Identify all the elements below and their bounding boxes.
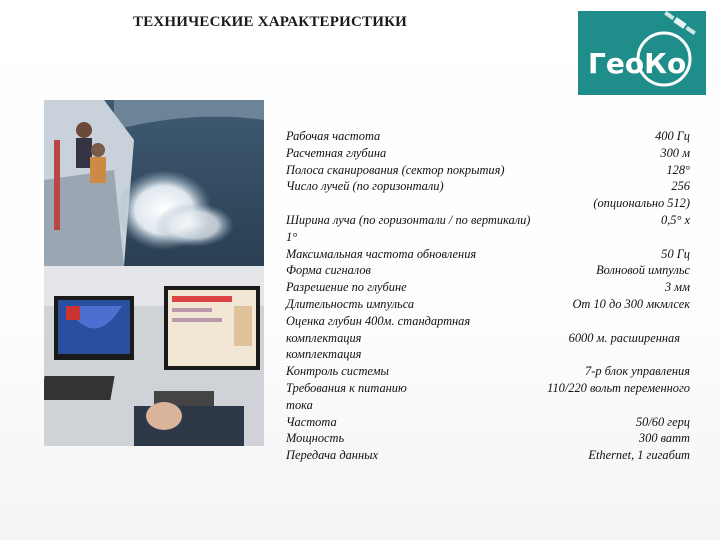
spec-row: Полоса сканирования (сектор покрытия) 128° xyxy=(286,162,690,177)
spec-row: (опционально 512) xyxy=(593,196,690,211)
spec-row: Ширина луча (по горизонтали / по вертикали) 0,5° х xyxy=(286,212,690,227)
boat-sonar-photo xyxy=(44,100,264,266)
spec-row: Частота 50/60 герц xyxy=(286,414,690,429)
spec-row: Расчетная глубина 300 м xyxy=(286,145,690,160)
spec-row: Форма сигналов Волновой импульс xyxy=(286,263,690,278)
spec-row: комплектация xyxy=(286,347,362,362)
spec-row: Оценка глубин 400м. стандартная xyxy=(286,313,471,328)
spec-row: Рабочая частота 400 Гц xyxy=(286,129,690,143)
spec-row: Передача данных Ethernet, 1 гигабит xyxy=(286,448,690,463)
spec-row: Мощность 300 ватт xyxy=(286,431,690,446)
page-title: ТЕХНИЧЕСКИЕ ХАРАКТЕРИСТИКИ xyxy=(132,14,408,30)
spec-row: Требования к питанию 110/220 вольт переменного xyxy=(286,380,690,395)
spec-row: 1° xyxy=(286,229,298,244)
logo-text: ГеоКо xyxy=(588,47,687,80)
spec-row: Контроль системы 7-р блок управления xyxy=(286,364,690,379)
spec-row: тока xyxy=(286,397,313,412)
spec-row: Длительность импульса От 10 до 300 мкмлсек xyxy=(286,296,690,311)
spec-row: комплектация 6000 м. расширенная xyxy=(286,330,680,345)
spec-row: Число лучей (по горизонтали) 256 xyxy=(286,179,690,194)
geoko-logo xyxy=(578,11,706,95)
spec-row: Максимальная частота обновления 50 Гц xyxy=(286,246,690,261)
spec-row: Разрешение по глубине 3 мм xyxy=(286,280,690,295)
logo-graphic xyxy=(578,11,706,95)
control-monitors-photo xyxy=(44,266,264,446)
spec-list xyxy=(286,128,690,464)
